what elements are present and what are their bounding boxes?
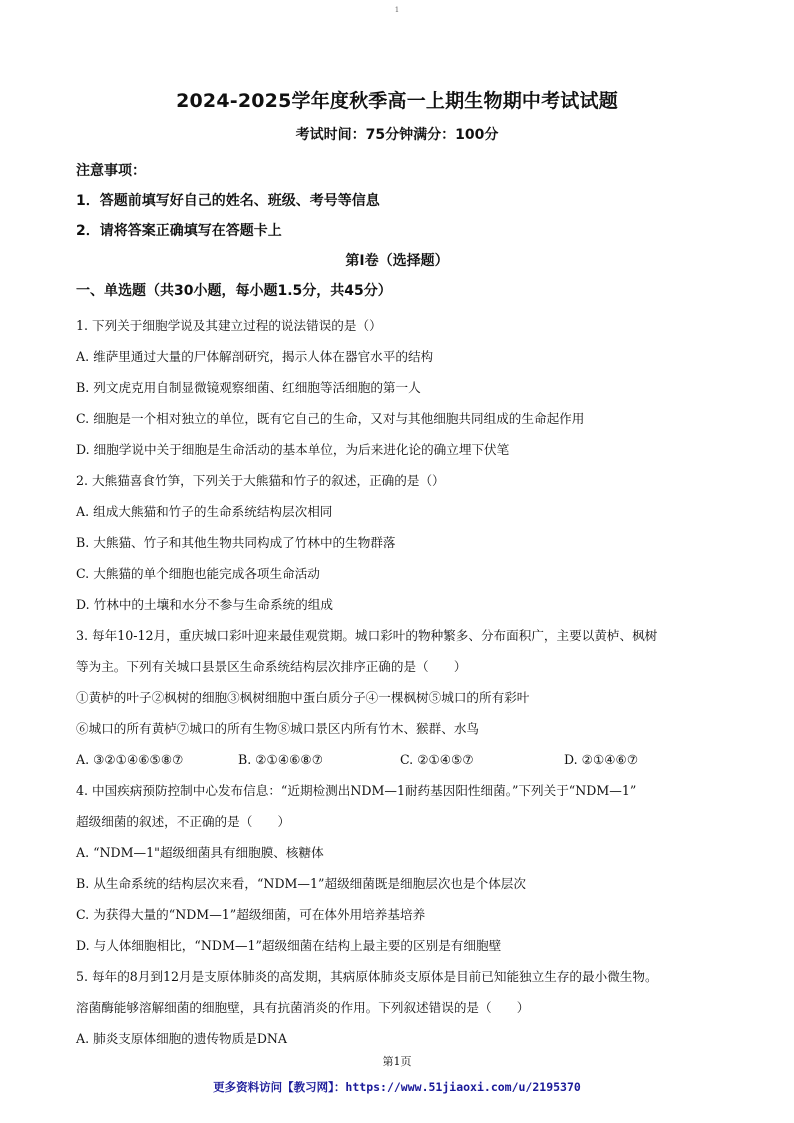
option-b: B. 大熊猫、竹子和其他生物共同构成了竹林中的生物群落 <box>76 535 396 550</box>
inline-options <box>76 744 726 775</box>
option-a: A. 组成大熊猫和竹子的生命系统结构层次相同 <box>76 504 333 519</box>
question-stem-cont: 等为主。下列有关城口县景区生命系统结构层次排序正确的是（ ） <box>76 659 467 674</box>
notice-item-1: 1．答题前填写好自己的姓名、班级、考号等信息 <box>76 193 380 209</box>
option-d: D. 竹林中的土壤和水分不参与生命系统的组成 <box>76 597 333 612</box>
option-a: A. 肺炎支原体细胞的遗传物质是DNA <box>76 1031 288 1046</box>
option-d: D. ②①④⑥⑦ <box>564 752 639 767</box>
section-title: 一、单选题（共30小题，每小题1.5分，共45分） <box>76 283 392 299</box>
option-d: D. 与人体细胞相比，“NDM—1”超级细菌在结构上最主要的区别是有细胞壁 <box>76 938 502 953</box>
question-3 <box>76 620 726 775</box>
option-b: B. ②①④⑥⑧⑦ <box>238 752 324 767</box>
question-stem: 1. 下列关于细胞学说及其建立过程的说法错误的是（） <box>76 318 382 333</box>
option-b: B. 从生命系统的结构层次来看，“NDM—1”超级细菌既是细胞层次也是个体层次 <box>76 876 526 891</box>
question-stem-cont: 溶菌酶能够溶解细菌的细胞壁，具有抗菌消炎的作用。下列叙述错误的是（ ） <box>76 1000 530 1015</box>
notice-item-2: 2．请将答案正确填写在答题卡上 <box>76 223 282 239</box>
question-stem: 5. 每年的8月到12月是支原体肺炎的高发期，其病原体肺炎支原体是目前已知能独立生存的最小微生物。 <box>76 969 658 984</box>
part-title: 第I卷（选择题） <box>345 253 449 269</box>
question-stem: 2. 大熊猫喜食竹笋，下列关于大熊猫和竹子的叙述，正确的是（） <box>76 473 445 488</box>
exam-subtitle: 考试时间：75分钟满分：100分 <box>295 127 499 143</box>
option-c: C. 大熊猫的单个细胞也能完成各项生命活动 <box>76 566 320 581</box>
option-c: C. 为获得大量的“NDM—1”超级细菌，可在体外用培养基培养 <box>76 907 426 922</box>
footer-link[interactable]: 更多资料访问【教习网】：https://www.51jiaoxi.com/u/2195370 <box>213 1080 581 1094</box>
question-stem-cont: 超级细菌的叙述，不正确的是（ ） <box>76 814 291 829</box>
page-header-mark: 1 <box>394 6 400 14</box>
question-stem: 3. 每年10-12月，重庆城口彩叶迎来最佳观赏期。城口彩叶的物种繁多、分布面积广，主要以黄栌、枫树 <box>76 628 658 643</box>
exam-title: 2024-2025学年度秋季高一上期生物期中考试试题 <box>176 90 618 112</box>
question-items-1: ①黄栌的叶子②枫树的细胞③枫树细胞中蛋白质分子④一棵枫树⑤城口的所有彩叶 <box>76 690 530 705</box>
option-a: A. 维萨里通过大量的尸体解剖研究，揭示人体在器官水平的结构 <box>76 349 434 364</box>
question-4 <box>76 775 726 961</box>
option-d: D. 细胞学说中关于细胞是生命活动的基本单位，为后来进化论的确立埋下伏笔 <box>76 442 510 457</box>
question-1 <box>76 310 726 465</box>
option-a: A. “NDM—1"超级细菌具有细胞膜、核糖体 <box>76 845 324 860</box>
question-list <box>76 310 726 1054</box>
option-a: A. ③②①④⑥⑤⑧⑦ <box>76 752 184 767</box>
question-items-2: ⑥城口的所有黄栌⑦城口的所有生物⑧城口景区内所有竹木、猴群、水鸟 <box>76 721 479 736</box>
option-c: C. ②①④⑤⑦ <box>400 752 474 767</box>
question-5 <box>76 961 726 1054</box>
question-stem: 4. 中国疾病预防控制中心发布信息：“近期检测出NDM—1耐药基因阳性细菌。”下列关于“NDM—1” <box>76 783 637 798</box>
page-number: 第1页 <box>382 1055 412 1068</box>
question-2 <box>76 465 726 620</box>
notice-title: 注意事项： <box>76 163 146 179</box>
option-c: C. 细胞是一个相对独立的单位，既有它自己的生命，又对与其他细胞共同组成的生命起作用 <box>76 411 585 426</box>
option-b: B. 列文虎克用自制显微镜观察细菌、红细胞等活细胞的第一人 <box>76 380 421 395</box>
